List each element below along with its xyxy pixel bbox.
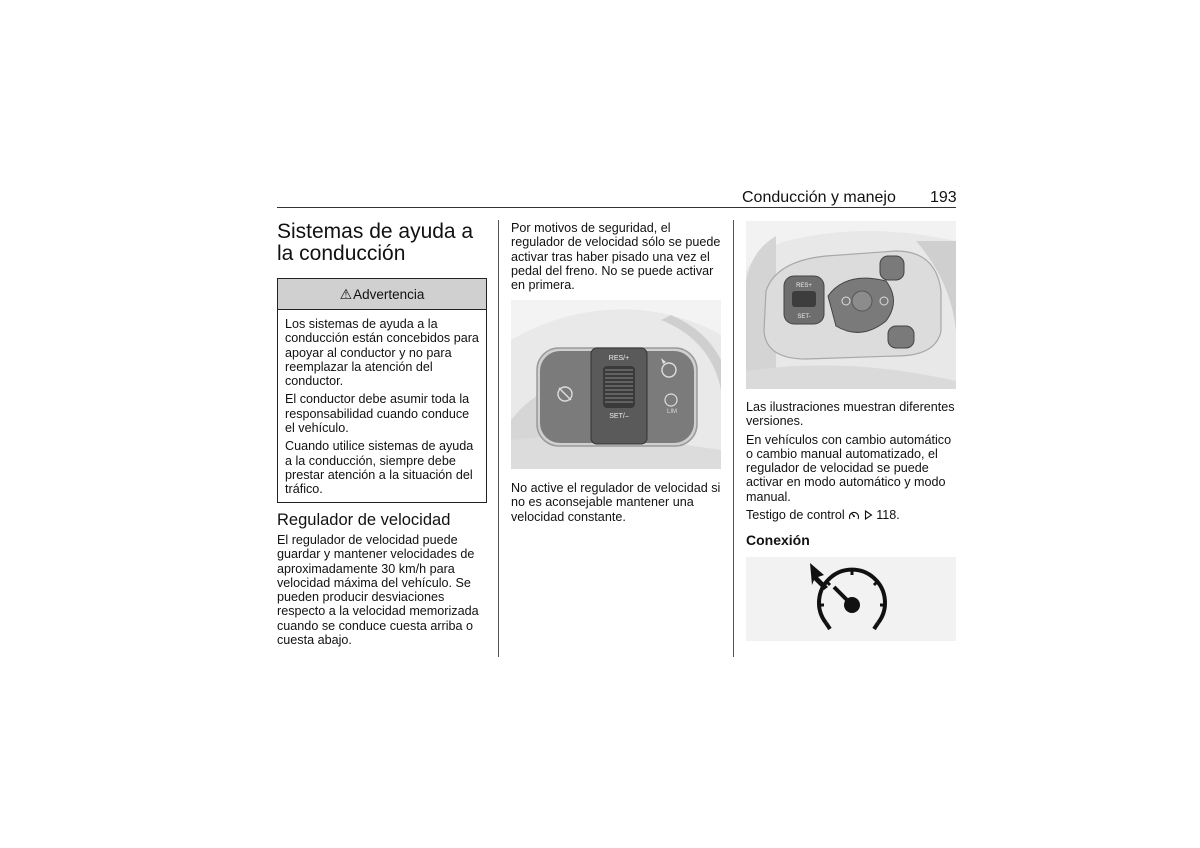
body-paragraph: Las ilustraciones muestran diferentes versiones. — [746, 400, 955, 429]
body-paragraph: El regulador de velocidad puede guardar y mantener velocidades de aproximadamente 30 km/h para velocidad máxima del vehículo. Se pueden producir desviaciones respecto a la velocidad memorizada cuando se conduce cuesta arriba o cuesta abajo. — [277, 533, 479, 648]
set-label: SET/– — [609, 413, 629, 420]
warning-paragraph: Los sistemas de ayuda a la conducción están concebidos para apoyar al conductor y no para reemplazar la atención del conductor. — [285, 317, 479, 389]
body-paragraph: Por motivos de seguridad, el regulador de velocidad sólo se puede activar tras haber pisado una vez el pedal del freno. No se puede activar en primera. — [511, 221, 721, 293]
col2-bottom-text — [511, 481, 723, 528]
control-reference — [746, 508, 958, 522]
steering-wheel-controls-image-2 — [746, 221, 956, 389]
body-paragraph: No active el regulador de velocidad si no es aconsejable mantener una velocidad constante. — [511, 481, 721, 524]
steering-wheel-controls-image-1 — [511, 300, 721, 469]
connection-heading: Conexión — [746, 532, 810, 548]
warning-paragraph: El conductor debe asumir toda la responsabilidad cuando conduce el vehículo. — [285, 392, 470, 436]
col3-text — [746, 400, 958, 526]
column-divider-1 — [498, 220, 499, 657]
cruise-control-icon — [848, 510, 860, 521]
warning-box — [277, 278, 487, 503]
warning-label: Advertencia — [353, 286, 425, 302]
page-number: 193 — [930, 189, 957, 206]
warning-triangle-icon: ⚠ — [339, 285, 353, 302]
warning-paragraph: Cuando utilice sistemas de ayuda a la conducción, siempre debe prestar atención a la situación del tráfico. — [285, 439, 474, 497]
body-paragraph: En vehículos con cambio automático o cambio manual automatizado, el regulador de velocidad se puede activar en modo automático y modo manual. — [746, 432, 952, 504]
cruise-control-button-icon — [810, 563, 886, 629]
col1-paragraph — [277, 533, 489, 651]
control-prefix: Testigo de control — [746, 508, 845, 523]
subsection-title: Regulador de velocidad — [277, 511, 451, 529]
running-header-title: Conducción y manejo — [742, 189, 896, 206]
warning-body — [278, 310, 486, 497]
lim-label: LIM — [666, 409, 678, 415]
connection-image — [746, 557, 956, 641]
page-reference-arrow-icon — [864, 510, 873, 520]
section-title: Sistemas de ayuda a la conducción — [277, 220, 474, 265]
col2-top-text — [511, 221, 723, 296]
set-label: SET- — [797, 314, 811, 320]
res-label: RES+ — [796, 283, 812, 289]
warning-header — [278, 279, 486, 310]
control-page-ref: 118. — [876, 508, 900, 523]
res-label: RES/+ — [608, 355, 630, 362]
header-rule — [277, 207, 956, 208]
column-divider-2 — [733, 220, 734, 657]
